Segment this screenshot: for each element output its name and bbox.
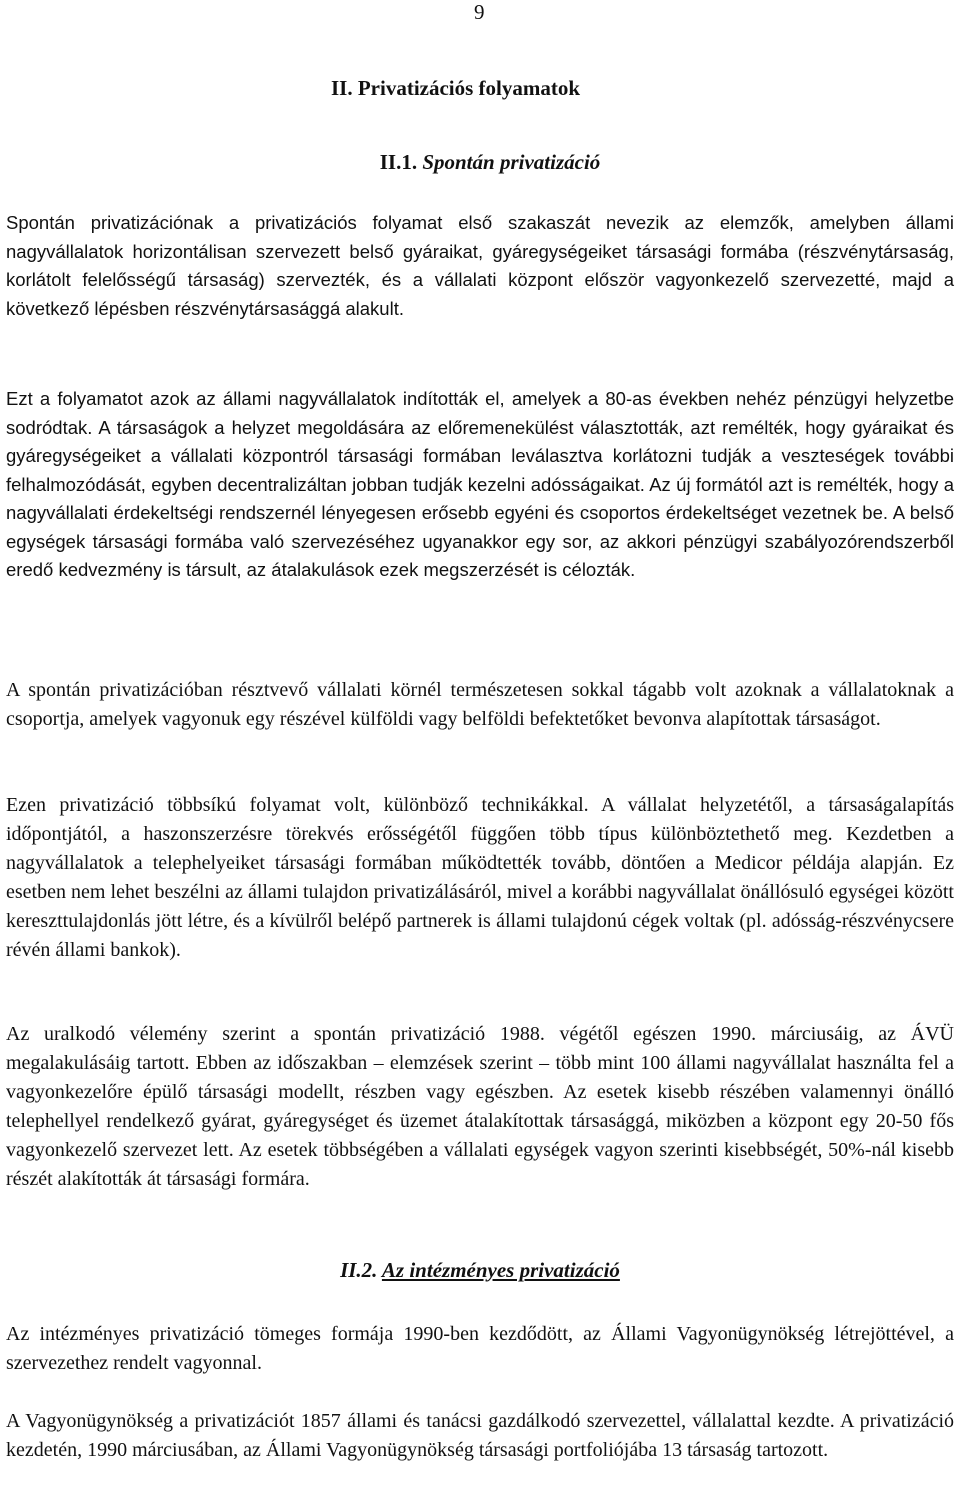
paragraph: A spontán privatizációban résztvevő vállalati körnél természetesen sokkal tágabb volt azoknak a vállalatoknak a csoportja, amelyek vagyonuk egy részével külföldi vagy belföldi befektetőket bevonva alapítottak társaságot. xyxy=(6,679,954,730)
paragraph: Spontán privatizációnak a privatizációs folyamat első szakaszát nevezik az elemzők, amelyben állami nagyvállalatok horizontálisan szervezett belső gyáraikat, gyáregységeiket társasági formába (részvénytársaság, korlátolt felelősségű társaság) szervezték, és a vállalati központ először vagyonkezelő szervezetté, majd a következő lépésben részvénytársasággá alakult. xyxy=(6,212,954,319)
paragraph-block xyxy=(6,209,954,323)
paragraph: Az intézményes privatizáció tömeges formája 1990-ben kezdődött, az Állami Vagyonügynökség létrejöttével, a szervezethez rendelt vagyonnal. xyxy=(6,1323,954,1374)
section-title-text: Az intézményes privatizáció xyxy=(381,1258,620,1282)
paragraph-block xyxy=(6,1020,954,1194)
paragraph-block xyxy=(6,1320,954,1378)
section-number: II.2. xyxy=(340,1258,378,1282)
section-number: II.1. xyxy=(379,150,418,174)
paragraph-block xyxy=(6,385,954,585)
paragraph-block xyxy=(6,791,954,965)
section-heading-spontaneous xyxy=(0,148,960,176)
paragraph-block xyxy=(6,676,954,734)
paragraph: Ezt a folyamatot azok az állami nagyvállalatok indították el, amelyek a 80-as években nehéz pénzügyi helyzetbe sodródtak. A társaságok a helyzet megoldására az előremenekülést választották, azt remélték, hogy gyáraikat és gyáregységeiket a vállalati központról társasági formában leválasztva korlátozni tudják a veszteségek további felhalmozódását, egyben decentralizáltan jobban tudják kezelni adósságaikat. Az új formától azt is remélték, hogy a nagyvállalati érdekeltségi rendszernél lényegesen erősebb egyéni és csoportos érdekeltséget vezetnek be. A belső egységek társasági formába való szervezéséhez ugyanakkor egy sor, az akkori pénzügyi szabályozórendszerből eredő kedvezmény is társult, az átalakulások ezek megszerzését is célozták. xyxy=(6,388,954,580)
section-title-text: Spontán privatizáció xyxy=(422,150,601,174)
paragraph: Az uralkodó vélemény szerint a spontán privatizáció 1988. végétől egészen 1990. márciusáig, az ÁVÜ megalakulásáig tartott. Ebben az időszakban – elemzések szerint – több mint 100 állami nagyvállalat használta fel a vagyonkezelőre épülő társasági modellt, részben vagy egészben. Az esetek kisebb részében valamennyi önálló telephellyel rendelkező gyárat, gyáregységet és üzemet átalakítottak társasággá, miközben a központ egy 20-50 fős vagyonkezelő szervezet lett. Az esetek többségében a vállalati egységek vagyon szerinti kisebbségét, 50%-nál kisebb részét alakították át társasági formára. xyxy=(6,1023,954,1190)
section-heading-institutional xyxy=(0,1256,960,1284)
paragraph: Ezen privatizáció többsíkú folyamat volt, különböző technikákkal. A vállalat helyzetétől, a társaságalapítás időpontjától, a haszonszerzésre törekvés erősségétől függően több típus különböztethető meg. Kezdetben a nagyvállalatok a telephelyeiket társasági formában működtették tovább, döntően a Medicor példája alapján. Ez esetben nem lehet beszélni az állami tulajdon privatizálásáról, mivel a korábbi nagyvállalat önállósuló egységei között kereszttulajdonlás jött létre, és a kívülről belépő partnerek is állami tulajdonú cégek voltak (pl. adósság-részvénycsere révén állami bankok). xyxy=(6,794,954,961)
page-number: 9 xyxy=(474,0,485,24)
chapter-title: II. Privatizációs folyamatok xyxy=(331,76,581,100)
paragraph-block xyxy=(6,1407,954,1465)
paragraph: A Vagyonügynökség a privatizációt 1857 állami és tanácsi gazdálkodó szervezettel, vállalattal kezdte. A privatizáció kezdetén, 1990 márciusában, az Állami Vagyonügynökség társasági portfoliójába 13 társaság tartozott. xyxy=(6,1410,954,1461)
